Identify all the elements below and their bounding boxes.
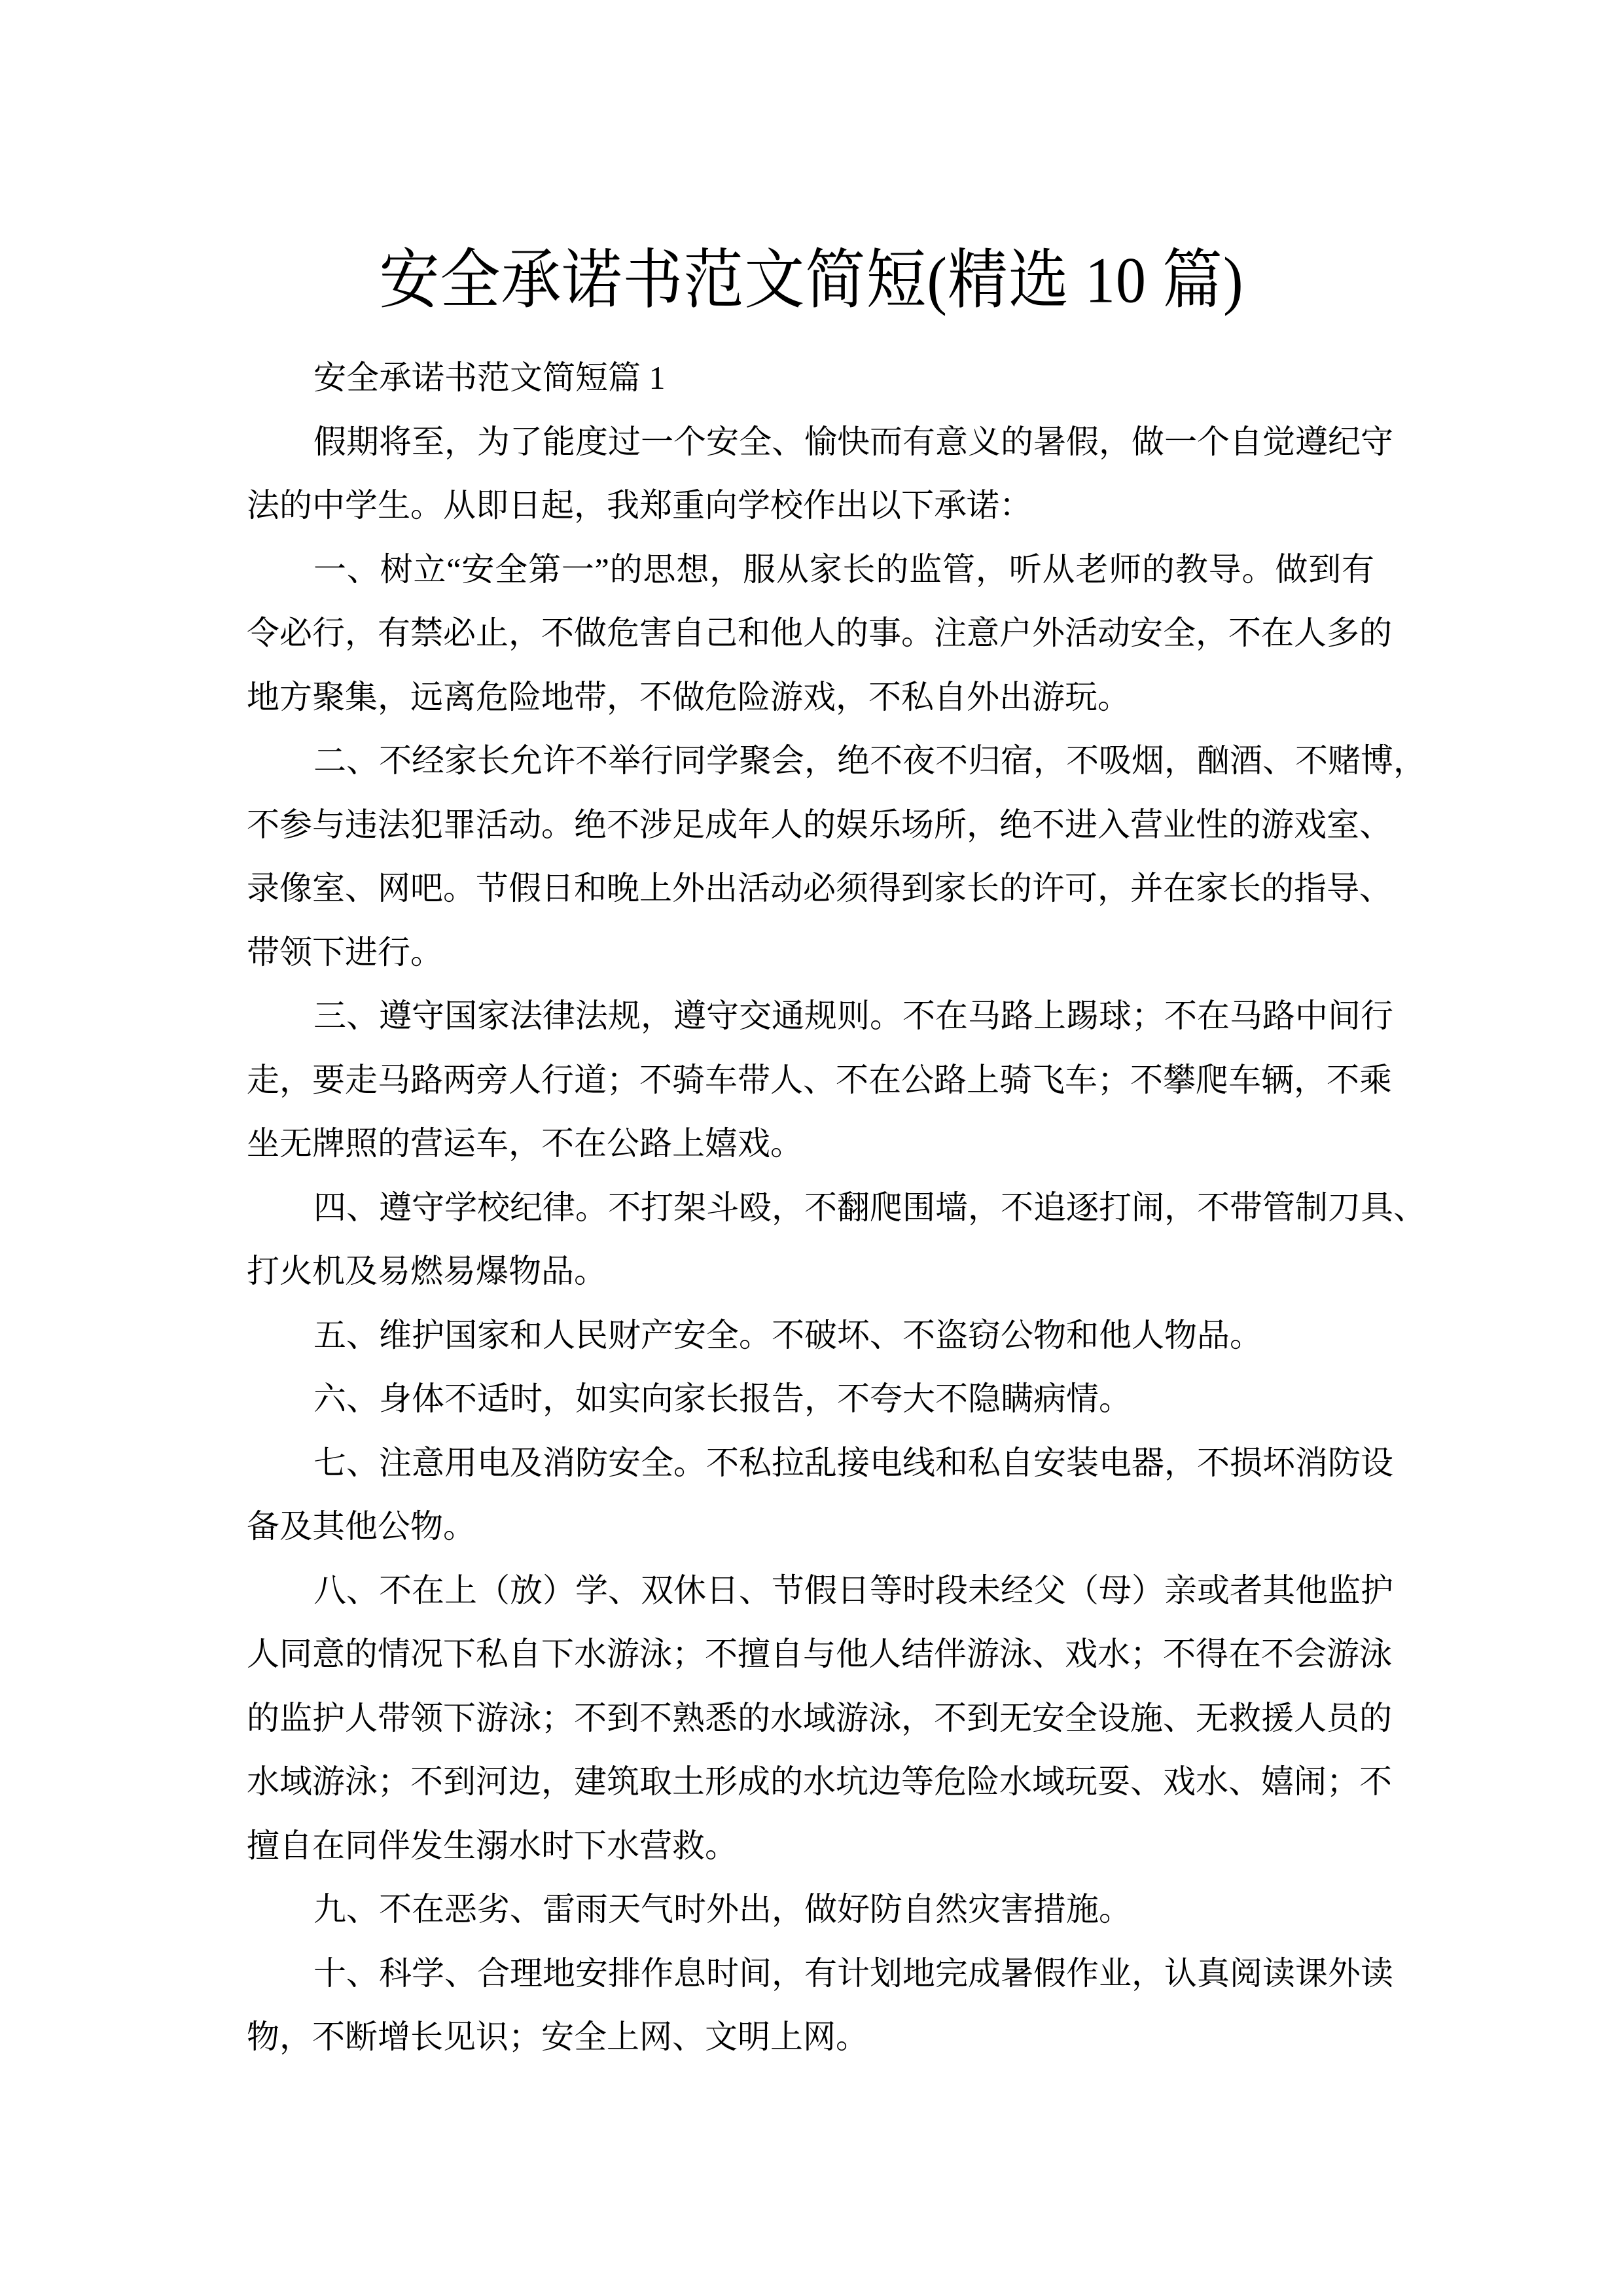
paragraph-line: 法的中学生。从即日起，我郑重向学校作出以下承诺： [247, 487, 1032, 524]
paragraph-item-7 [247, 1431, 1393, 1559]
paragraph-line: 八、不在上（放）学、双休日、节假日等时段未经父（母）亲或者其他监护 [313, 1571, 1393, 1609]
paragraph-line: 人同意的情况下私自下水游泳；不擅自与他人结伴游泳、戏水；不得在不会游泳 [247, 1636, 1392, 1672]
paragraph-item-3 [247, 984, 1393, 1176]
document-body [247, 346, 1426, 2070]
paragraph-line: 擅自在同伴发生溺水时下水营救。 [247, 1827, 738, 1864]
paragraph-item-5 [247, 1304, 1374, 1368]
paragraph-line: 令必行，有禁必止，不做危害自己和他人的事。注意户外活动安全，不在人多的 [247, 615, 1392, 651]
paragraph-line: 三、遵守国家法律法规，遵守交通规则。不在马路上踢球；不在马路中间行 [313, 997, 1393, 1034]
paragraph-item-8 [247, 1559, 1393, 1878]
paragraph-line: 十、科学、合理地安排作息时间，有计划地完成暑假作业，认真阅读课外读 [313, 1954, 1393, 1992]
paragraph-item-2 [247, 729, 1426, 984]
paragraph-item-1 [247, 538, 1392, 730]
paragraph-line: 地方聚集，远离危险地带，不做危险游戏，不私自外出游玩。 [247, 678, 1130, 715]
paragraph-line: 五、维护国家和人民财产安全。不破坏、不盗窃公物和他人物品。 [313, 1316, 1262, 1354]
paragraph-line: 假期将至，为了能度过一个安全、愉快而有意义的暑假，做一个自觉遵纪守 [313, 423, 1393, 460]
paragraph-line: 不参与违法犯罪活动。绝不涉足成年人的娱乐场所，绝不进入营业性的游戏室、 [247, 806, 1392, 843]
paragraph-line: 一、树立“安全第一”的思想，服从家长的监管，听从老师的教导。做到有 [313, 550, 1374, 588]
paragraph-item-6 [247, 1367, 1374, 1431]
paragraph-line: 的监护人带领下游泳；不到不熟悉的水域游泳，不到无安全设施、无救援人员的 [247, 1699, 1392, 1736]
paragraph-line: 四、遵守学校纪律。不打架斗殴，不翻爬围墙，不追逐打闹，不带管制刀具、 [313, 1189, 1426, 1226]
paragraph-line: 走，要走马路两旁人行道；不骑车带人、不在公路上骑飞车；不攀爬车辆，不乘 [247, 1061, 1392, 1098]
document-title: 安全承诺书范文简短(精选 10 篇) [379, 243, 1244, 316]
paragraph-line: 六、身体不适时，如实向家长报告，不夸大不隐瞒病情。 [313, 1380, 1132, 1417]
paragraph-line: 坐无牌照的营运车，不在公路上嬉戏。 [247, 1125, 803, 1162]
paragraph-intro [247, 410, 1393, 538]
paragraph-item-4 [247, 1176, 1426, 1304]
paragraph-line: 备及其他公物。 [247, 1508, 476, 1545]
paragraph-line: 带领下进行。 [247, 933, 443, 971]
paragraph-line: 水域游泳；不到河边，建筑取土形成的水坑边等危险水域玩耍、戏水、嬉闹；不 [247, 1763, 1392, 1800]
paragraph-item-9 [247, 1878, 1374, 1942]
paragraph-line: 打火机及易燃易爆物品。 [247, 1253, 607, 1289]
paragraph-line: 七、注意用电及消防安全。不私拉乱接电线和私自安装电器，不损坏消防设 [313, 1444, 1393, 1481]
paragraph-item-10 [247, 1942, 1393, 2070]
paragraph-line: 九、不在恶劣、雷雨天气时外出，做好防自然灾害措施。 [313, 1891, 1132, 1928]
paragraph-line: 二、不经家长允许不举行同学聚会，绝不夜不归宿，不吸烟，酗酒、不赌博， [313, 742, 1426, 779]
paragraph-line: 录像室、网吧。节假日和晚上外出活动必须得到家长的许可，并在家长的指导、 [247, 870, 1392, 906]
paragraph-line: 物，不断增长见识；安全上网、文明上网。 [247, 2018, 868, 2055]
section-heading: 安全承诺书范文简短篇 1 [313, 359, 666, 396]
